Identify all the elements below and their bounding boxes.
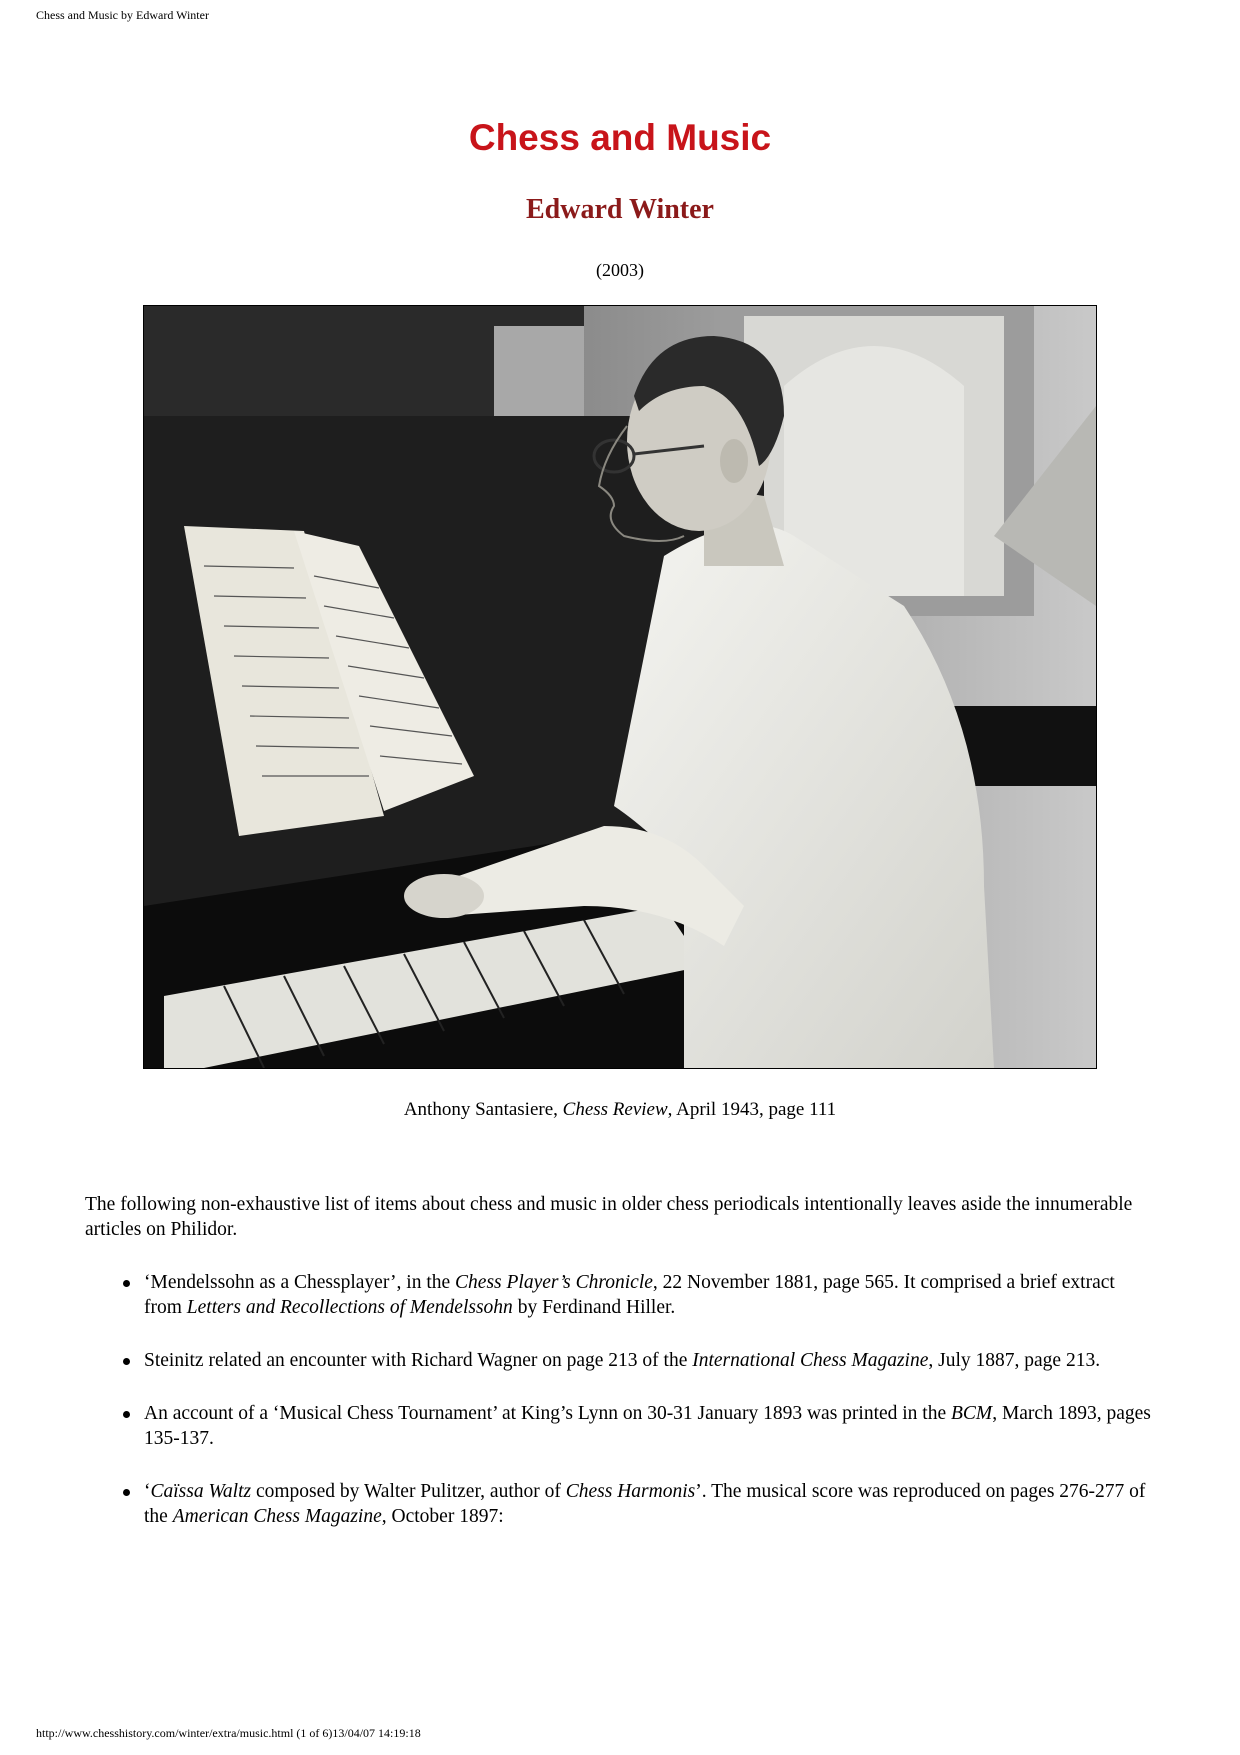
page-title: Chess and Music [468, 117, 772, 158]
item-text: An account of a ‘Musical Chess Tournament’ at King’s Lynn on 30-31 January 1893 was printed in the [144, 1403, 952, 1424]
item-text: , 22 November 1881, page 565. It comprised a brief extract from [144, 1272, 1115, 1318]
photo-piano-player [143, 305, 1097, 1069]
list-item [85, 1479, 1155, 1529]
print-footer-url: http://www.chesshistory.com/winter/extra/music.html (1 of 6)13/04/07 14:19:18 [36, 1726, 421, 1740]
caption-publication: Chess Review [562, 1099, 668, 1120]
print-header: Chess and Music by Edward Winter [36, 8, 209, 22]
item-text: , July 1887, page 213. [928, 1350, 1101, 1371]
item-publication: BCM [951, 1403, 993, 1424]
author-name: Edward Winter [526, 194, 714, 225]
item-text: ‘Mendelssohn as a Chessplayer’, in the [144, 1272, 456, 1293]
item-text: Steinitz related an encounter with Richard Wagner on page 213 of the [144, 1350, 693, 1371]
item-publication: American Chess Magazine [172, 1506, 382, 1527]
bullet-icon [123, 1411, 130, 1418]
bullet-icon [123, 1358, 130, 1365]
photo-caption [0, 1099, 1240, 1121]
photo-illustration [144, 306, 1096, 1068]
item-book-title: Chess Harmonis [565, 1481, 696, 1502]
item-text: ’. The musical score was reproduced on pages 276-277 of the [144, 1481, 1146, 1527]
list-item [85, 1270, 1155, 1320]
caption-details: , April 1943, page 111 [667, 1099, 837, 1120]
items-list [85, 1270, 1155, 1557]
item-text: , October 1897: [381, 1506, 504, 1527]
caption-text: Anthony Santasiere, [403, 1099, 563, 1120]
item-publication: Chess Player’s Chronicle [455, 1272, 653, 1293]
bullet-icon [123, 1280, 130, 1287]
list-item [85, 1348, 1155, 1373]
item-music-title: Caïssa Waltz [150, 1481, 252, 1502]
item-text: composed by Walter Pulitzer, author of [251, 1481, 566, 1502]
item-publication: International Chess Magazine [692, 1350, 929, 1371]
list-item [85, 1401, 1155, 1451]
item-text: ‘ [144, 1481, 151, 1502]
intro-paragraph: The following non-exhaustive list of items about chess and music in older chess periodicals intentionally leaves aside the innumerable articles on Philidor. [85, 1194, 1133, 1240]
bullet-icon [123, 1489, 130, 1496]
item-text: , March 1893, pages 135-137. [144, 1403, 1151, 1449]
publication-year: (2003) [596, 260, 644, 280]
item-text: by Ferdinand Hiller. [512, 1297, 676, 1318]
item-book-title: Letters and Recollections of Mendelssohn [186, 1297, 513, 1318]
